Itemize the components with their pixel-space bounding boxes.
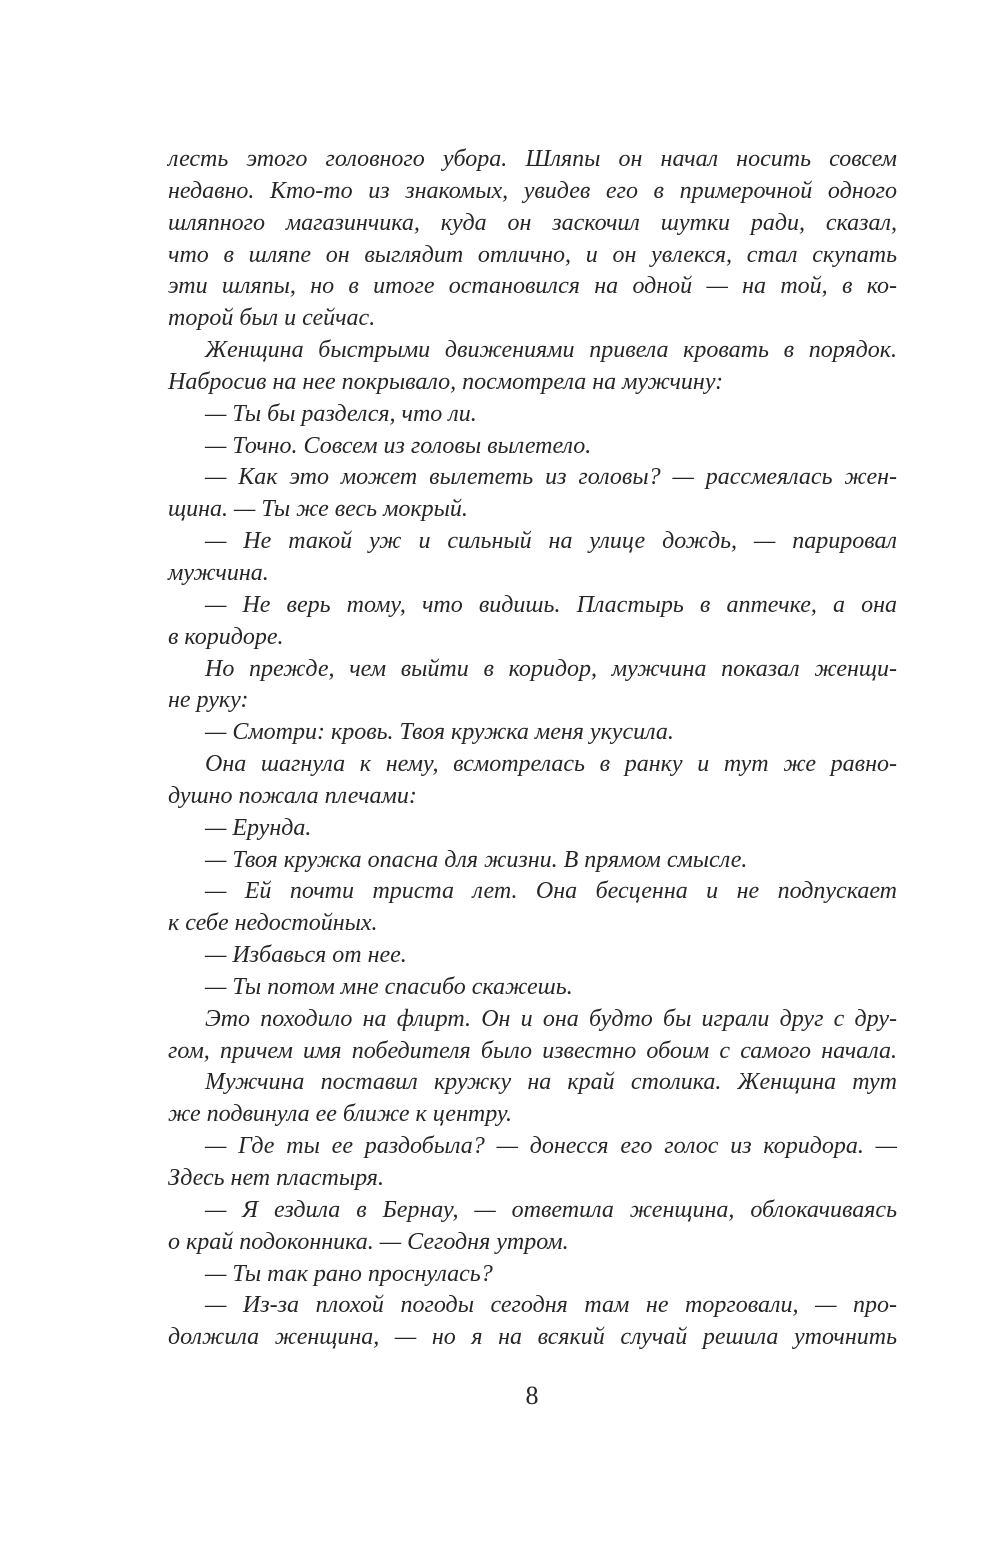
text-line: — Твоя кружка опасна для жизни. В прямом смысле. (205, 846, 748, 873)
text-line: — Ерунда. (205, 814, 312, 841)
text-line: — Ты так рано проснулась? (205, 1260, 493, 1287)
text-line: что в шляпе он выглядит отлично, и он увлекся, стал скупать (168, 241, 897, 268)
text-line: не руку: (168, 687, 249, 714)
text-line: Мужчина поставил кружку на край столика. Женщина тут (205, 1069, 897, 1096)
text-line: — Ей почти триста лет. Она бесценна и не подпускает (205, 878, 897, 905)
text-line: — Точно. Совсем из головы вылетело. (205, 432, 592, 459)
text-line: Она шагнула к нему, всмотрелась в ранку и тут же равно- (205, 751, 897, 778)
text-line: — Избавься от нее. (205, 942, 407, 969)
text-line: — Не верь тому, что видишь. Пластырь в аптечке, а она (205, 591, 897, 618)
text-line: шляпного магазинчика, куда он заскочил шутки ради, сказал, (168, 209, 897, 236)
text-line: к себе недостойных. (168, 910, 378, 937)
text-line: эти шляпы, но в итоге остановился на одной — на той, в ко- (168, 273, 897, 300)
text-line: — Как это может вылететь из головы? — рассмеялась жен- (205, 464, 897, 491)
text-line: — Где ты ее раздобыла? — донесся его голос из коридора. — (205, 1133, 897, 1160)
text-line: же подвинула ее ближе к центру. (168, 1101, 513, 1128)
text-line: — Смотри: кровь. Твоя кружка меня укусила. (205, 719, 674, 746)
text-line: торой был и сейчас. (168, 305, 376, 332)
text-line: — Не такой уж и сильный на улице дождь, — парировал (205, 528, 897, 555)
body-text (168, 144, 897, 1354)
text-line: — Ты потом мне спасибо скажешь. (205, 973, 573, 1000)
text-line: в коридоре. (168, 623, 284, 650)
text-line: Набросив на нее покрывало, посмотрела на мужчину: (168, 368, 724, 395)
text-line: недавно. Кто-то из знакомых, увидев его в примерочной одного (168, 177, 897, 204)
text-line: Женщина быстрыми движениями привела кровать в порядок. (205, 337, 897, 364)
text-line: Это походило на флирт. Он и она будто бы играли друг с дру- (205, 1005, 897, 1032)
text-line: — Ты бы разделся, что ли. (205, 400, 477, 427)
text-line: щина. — Ты же весь мокрый. (168, 496, 468, 523)
text-line: мужчина. (168, 559, 269, 586)
page-number: 8 (525, 1381, 539, 1410)
text-line: — Я ездила в Бернау, — ответила женщина, облокачиваясь (205, 1196, 897, 1223)
text-line: Но прежде, чем выйти в коридор, мужчина показал женщи- (205, 655, 897, 682)
text-line: душно пожала плечами: (168, 782, 417, 809)
text-line: лесть этого головного убора. Шляпы он начал носить совсем (168, 146, 897, 172)
text-line: гом, причем имя победителя было известно обоим с самого начала. (168, 1037, 897, 1064)
text-line: — Из-за плохой погоды сегодня там не торговали, — про- (205, 1292, 897, 1319)
text-line: Здесь нет пластыря. (168, 1165, 384, 1191)
text-line: должила женщина, — но я на всякий случай решила уточнить (168, 1324, 897, 1351)
text-line: о край подоконника. — Сегодня утром. (168, 1228, 569, 1255)
